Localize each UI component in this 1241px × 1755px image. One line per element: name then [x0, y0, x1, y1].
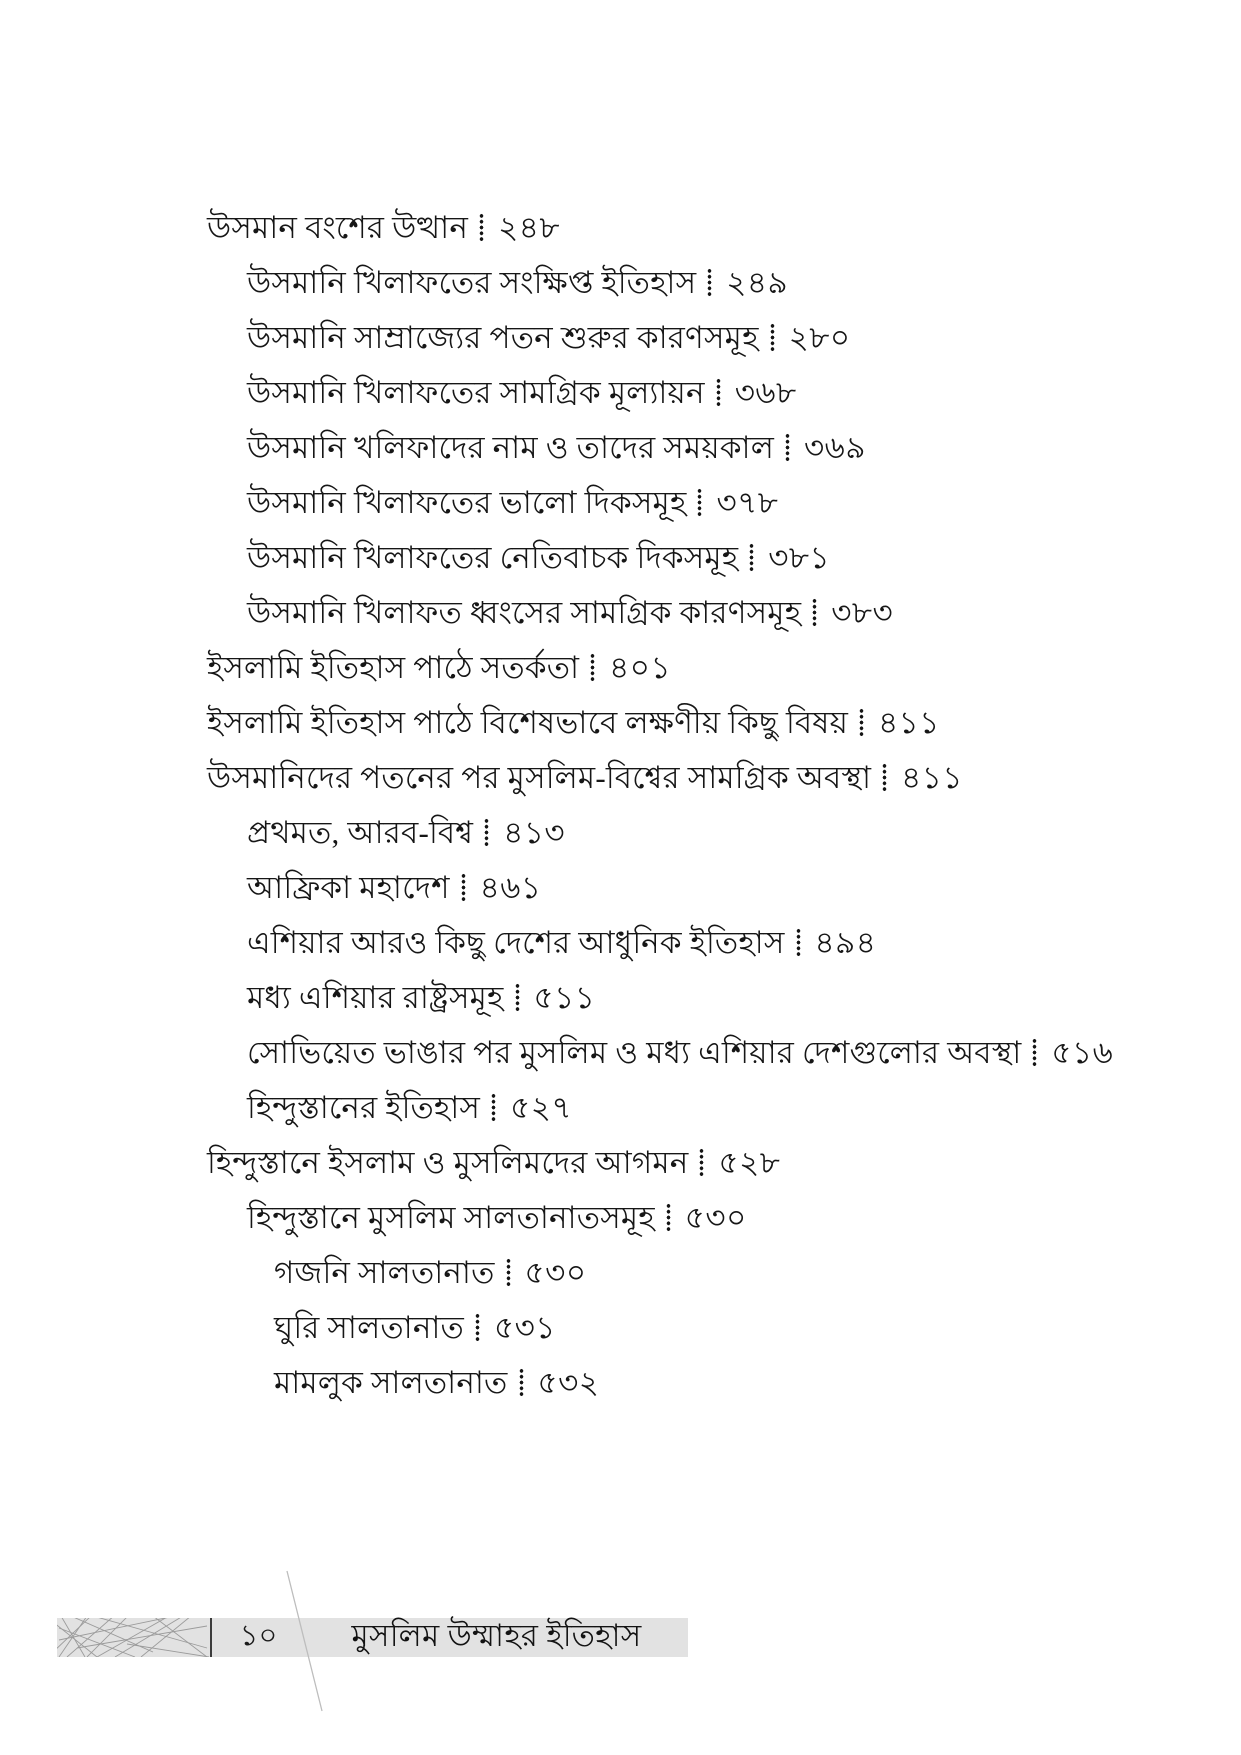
toc-entry-label: উসমানি খিলাফতের সংক্ষিপ্ত ইতিহাস	[247, 265, 697, 300]
dotted-leader	[461, 873, 466, 902]
toc-entry-page: ৫৩১	[494, 1310, 556, 1345]
toc-entry	[0, 365, 1241, 420]
toc-entry-label: ইসলামি ইতিহাস পাঠে সতর্কতা	[207, 650, 580, 685]
toc-entry-label: সোভিয়েত ভাঙার পর মুসলিম ও মধ্য এশিয়ার দেশগুলোর অবস্থা	[247, 1035, 1022, 1070]
toc-entry-page: ৩৬৯	[804, 430, 866, 465]
geometric-lines-decoration	[57, 1618, 210, 1657]
toc-entry	[0, 255, 1241, 310]
toc-entry-page: ৫৩০	[524, 1255, 587, 1290]
diagonal-line-decoration	[280, 1565, 330, 1715]
dotted-leader	[491, 1093, 496, 1122]
toc-entry	[0, 1025, 1241, 1080]
toc-entry-page: ২৪৯	[726, 265, 789, 300]
toc-entry-page: ২৮০	[788, 320, 851, 355]
toc-entry-label: আফ্রিকা মহাদেশ	[247, 870, 450, 905]
toc-entry-label: হিন্দুস্তানে ইসলাম ও মুসলিমদের আগমন	[207, 1145, 689, 1180]
dotted-leader	[519, 1368, 524, 1397]
dotted-leader	[1032, 1038, 1037, 1067]
toc-entry-label: উসমানি খলিফাদের নাম ও তাদের সময়কাল	[247, 430, 775, 465]
toc-entry-page: ৫২৭	[510, 1090, 573, 1125]
dotted-leader	[707, 268, 712, 297]
toc-entry	[0, 530, 1241, 585]
toc-entry-page: ৩৬৮	[734, 375, 797, 410]
dotted-leader	[785, 433, 790, 462]
toc-entry	[0, 585, 1241, 640]
toc-entry-label: উসমানি সাম্রাজ্যের পতন শুরুর কারণসমূহ	[247, 320, 759, 355]
toc-entry-page: ৫৩০	[684, 1200, 747, 1235]
toc-entry-page: ৩৮১	[768, 540, 831, 575]
toc-entry	[0, 695, 1241, 750]
dotted-leader	[475, 1313, 480, 1342]
toc-entry-page: ৪১১	[878, 705, 940, 740]
toc-entry	[0, 640, 1241, 695]
toc-entry-label: হিন্দুস্তানে মুসলিম সালতানাতসমূহ	[247, 1200, 655, 1235]
dotted-leader	[506, 1258, 511, 1287]
toc-entry	[0, 420, 1241, 475]
toc-entry-label: প্রথমত, আরব-বিশ্ব	[247, 815, 474, 850]
toc-entry-label: এশিয়ার আরও কিছু দেশের আধুনিক ইতিহাস	[247, 925, 785, 960]
toc-entry-page: ৫৩২	[537, 1365, 600, 1400]
toc-entry-label: উসমানিদের পতনের পর মুসলিম-বিশ্বের সামগ্রিক অবস্থা	[207, 760, 872, 795]
toc-entry	[0, 860, 1241, 915]
toc-entry	[0, 915, 1241, 970]
dotted-leader	[716, 378, 721, 407]
toc-entry-page: ৪৯৪	[814, 925, 877, 960]
dotted-leader	[770, 323, 775, 352]
toc-entry	[0, 970, 1241, 1025]
toc-entry-label: উসমানি খিলাফতের নেতিবাচক দিকসমূহ	[247, 540, 739, 575]
toc-entry	[0, 1355, 1241, 1410]
toc-entry-page: ৫১৬	[1051, 1035, 1114, 1070]
toc-entry	[0, 750, 1241, 805]
toc-entry-label: মামলুক সালতানাত	[274, 1365, 508, 1400]
dotted-leader	[699, 1148, 704, 1177]
dotted-leader	[515, 983, 520, 1012]
table-of-contents	[0, 200, 1241, 1410]
toc-entry-label: উসমানি খিলাফতের সামগ্রিক মূল্যায়ন	[247, 375, 705, 410]
toc-entry-page: ৩৭৮	[716, 485, 779, 520]
dotted-leader	[484, 818, 489, 847]
dotted-leader	[697, 488, 702, 517]
dotted-leader	[666, 1203, 671, 1232]
toc-entry	[0, 805, 1241, 860]
footer-bar	[57, 1618, 688, 1657]
toc-entry-page: ৩৮৩	[831, 595, 894, 630]
dotted-leader	[812, 598, 817, 627]
toc-entry-page: ৪১৩	[503, 815, 566, 850]
toc-entry-label: উসমানি খিলাফতের ভালো দিকসমূহ	[247, 485, 687, 520]
toc-entry	[0, 475, 1241, 530]
toc-entry-page: ৪০১	[609, 650, 672, 685]
toc-entry-label: ঘুরি সালতানাত	[274, 1310, 464, 1345]
toc-entry-label: গজনি সালতানাত	[274, 1255, 495, 1290]
dotted-leader	[796, 928, 801, 957]
toc-entry-label: ইসলামি ইতিহাস পাঠে বিশেষভাবে লক্ষণীয় কিছু বিষয়	[207, 705, 849, 740]
toc-entry-page: ৫১১	[533, 980, 596, 1015]
toc-entry-label: উসমান বংশের উত্থান	[207, 210, 469, 245]
dotted-leader	[590, 653, 595, 682]
toc-entry	[0, 1190, 1241, 1245]
toc-entry-label: হিন্দুস্তানের ইতিহাস	[247, 1090, 481, 1125]
book-title: মুসলিম উম্মাহর ইতিহাস	[351, 1618, 642, 1653]
toc-entry-page: ৪৬১	[479, 870, 542, 905]
toc-entry	[0, 1135, 1241, 1190]
toc-entry-label: উসমানি খিলাফত ধ্বংসের সামগ্রিক কারণসমূহ	[247, 595, 802, 630]
toc-entry-page: ৫২৮	[718, 1145, 781, 1180]
toc-entry	[0, 310, 1241, 365]
toc-entry-label: মধ্য এশিয়ার রাষ্ট্রসমূহ	[247, 980, 504, 1015]
dotted-leader	[479, 213, 484, 242]
toc-entry	[0, 1245, 1241, 1300]
toc-entry-page: ৪১১	[901, 760, 964, 795]
toc-entry	[0, 1300, 1241, 1355]
toc-entry	[0, 1080, 1241, 1135]
dotted-leader	[859, 708, 864, 737]
toc-entry	[0, 200, 1241, 255]
dotted-leader	[749, 543, 754, 572]
toc-entry-page: ২৪৮	[498, 210, 560, 245]
dotted-leader	[882, 763, 887, 792]
page-number: ১০	[239, 1620, 278, 1652]
